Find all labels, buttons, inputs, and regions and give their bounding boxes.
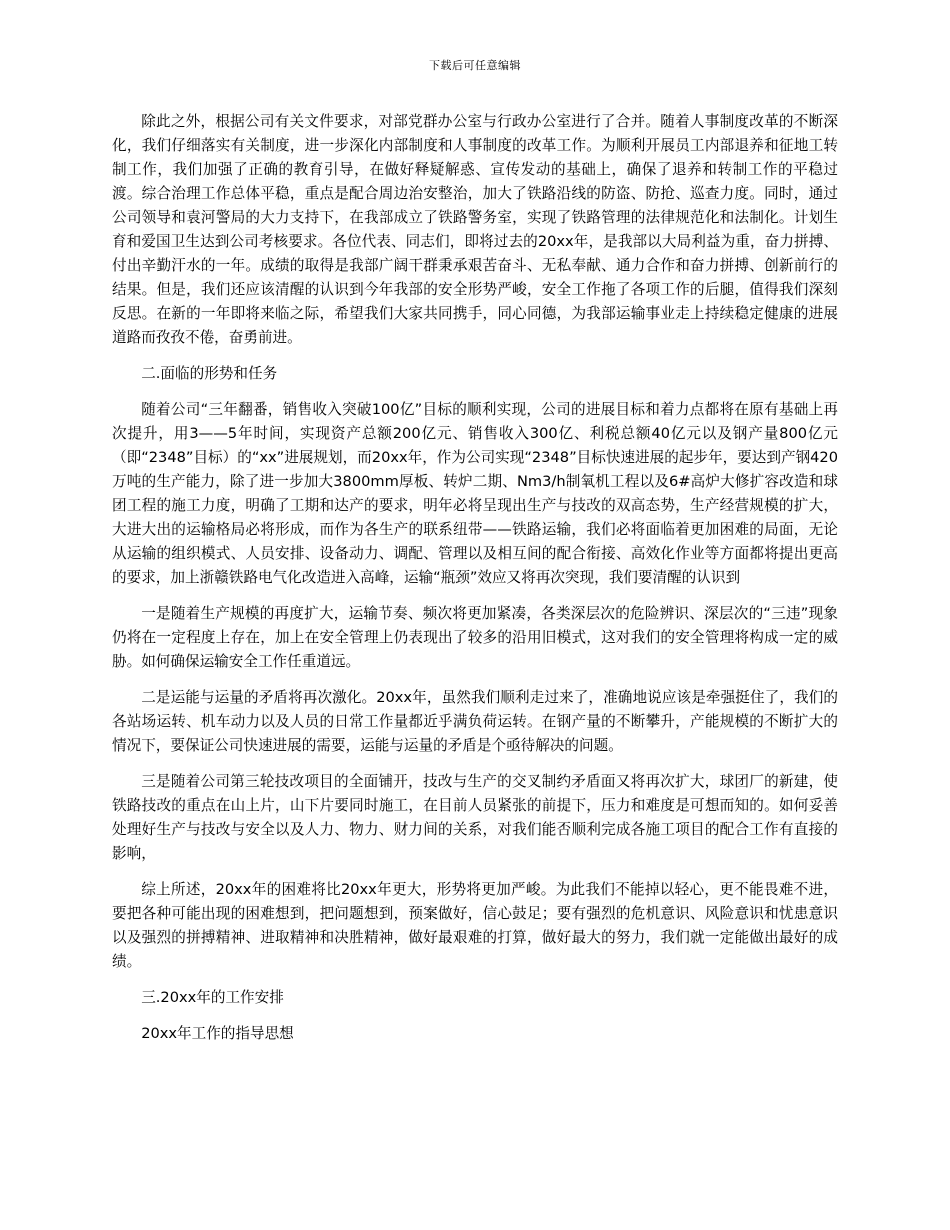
- subheading-guiding-ideology: 20xx年工作的指导思想: [141, 1025, 294, 1042]
- paragraph-point-two: 二是运能与运量的矛盾将再次激化。20xx年，虽然我们顺利走过来了，准确地说应该是牵强挺住了，我们的各站场运转、机车动力以及人员的日常工作量都近乎满负荷运转。在钢产量的不断攀升，产能规模的不断扩大的情况下，要保证公司快速进展的需要，运能与运量的矛盾是个亟待解决的问题。: [112, 689, 838, 754]
- document-body: [112, 110, 838, 1058]
- section-heading-situation: 二.面临的形势和任务: [141, 365, 278, 382]
- paragraph-summary: 除此之外，根据公司有关文件要求，对部党群办公室与行政办公室进行了合并。随着人事制度改革的不断深化，我们仔细落实有关制度，进一步深化内部制度和人事制度的改革工作。为顺利开展员工内部退养和征地工转制工作，我们加强了正确的教育引导，在做好释疑解惑、宣传发动的基础上，确保了退养和转制工作的平稳过渡。综合治理工作总体平稳，重点是配合周边治安整治，加大了铁路沿线的防盗、防抢、巡查力度。同时，通过公司领导和袁河警局的大力支持下，在我部成立了铁路警务室，实现了铁路管理的法律规范化和法制化。计划生育和爱国卫生达到公司考核要求。各位代表、同志们，即将过去的20xx年，是我部以大局利益为重，奋力拼搏、付出辛勤汗水的一年。成绩的取得是我部广阔干群秉承艰苦奋斗、无私奉献、通力合作和奋力拼搏、创新前行的结果。但是，我们还应该清醒的认识到今年我部的安全形势严峻，安全工作拖了各项工作的后腿，值得我们深刻反思。在新的一年即将来临之际，希望我们大家共同携手，同心同德，为我部运输事业走上持续稳定健康的进展道路而孜孜不倦，奋勇前进。: [112, 113, 838, 346]
- paragraph-point-three: 三是随着公司第三轮技改项目的全面铺开，技改与生产的交叉制约矛盾面又将再次扩大，球团厂的新建，使铁路技改的重点在山上片，山下片要同时施工，在目前人员紧张的前提下，压力和难度是可想而知的。如何妥善处理好生产与技改与安全以及人力、物力、财力间的关系，对我们能否顺利完成各施工项目的配合工作有直接的影响，: [112, 773, 838, 862]
- section-heading-work-plan: 三.20xx年的工作安排: [141, 989, 284, 1006]
- paragraph-point-one: 一是随着生产规模的再度扩大，运输节奏、频次将更加紧凑，各类深层次的危险辨识、深层次的“三违”现象仍将在一定程度上存在，加上在安全管理上仍表现出了较多的沿用旧模式，这对我们的安全管理将构成一定的威胁。如何确保运输安全工作任重道远。: [112, 605, 838, 670]
- page-header: 下载后可任意编辑: [429, 59, 521, 72]
- paragraph-conclusion: 综上所述，20xx年的困难将比20xx年更大，形势将更加严峻。为此我们不能掉以轻心，更不能畏难不进，要把各种可能出现的困难想到，把问题想到，预案做好，信心鼓足；要有强烈的危机意识、风险意识和忧患意识以及强烈的拼搏精神、进取精神和决胜精神，做好最艰难的打算，做好最大的努力，我们就一定能做出最好的成绩。: [112, 881, 838, 970]
- paragraph-situation: 随着公司“三年翻番，销售收入突破100亿”目标的顺利实现，公司的进展目标和着力点都将在原有基础上再次提升，用3——5年时间，实现资产总额200亿元、销售收入300亿、利税总额40亿元以及钢产量800亿元（即“2348”目标）的“xx”进展规划，而20xx年，作为公司实现“2348”目标快速进展的起步年，要达到产钢420万吨的生产能力，除了进一步加大3800mm厚板、转炉二期、Nm3/h制氧机工程以及6#高炉大修扩容改造和球团工程的施工力度，明确了工期和达产的要求，明年必将呈现出生产与技改的双高态势，生产经营规模的扩大，大进大出的运输格局必将形成，而作为各生产的联系纽带——铁路运输，我们必将面临着更加困难的局面，无论从运输的组织模式、人员安排、设备动力、调配、管理以及相互间的配合衔接、高效化作业等方面都将提出更高的要求，加上浙赣铁路电气化改造进入高峰，运输“瓶颈”效应又将再次突现，我们要清醒的认识到: [112, 401, 838, 586]
